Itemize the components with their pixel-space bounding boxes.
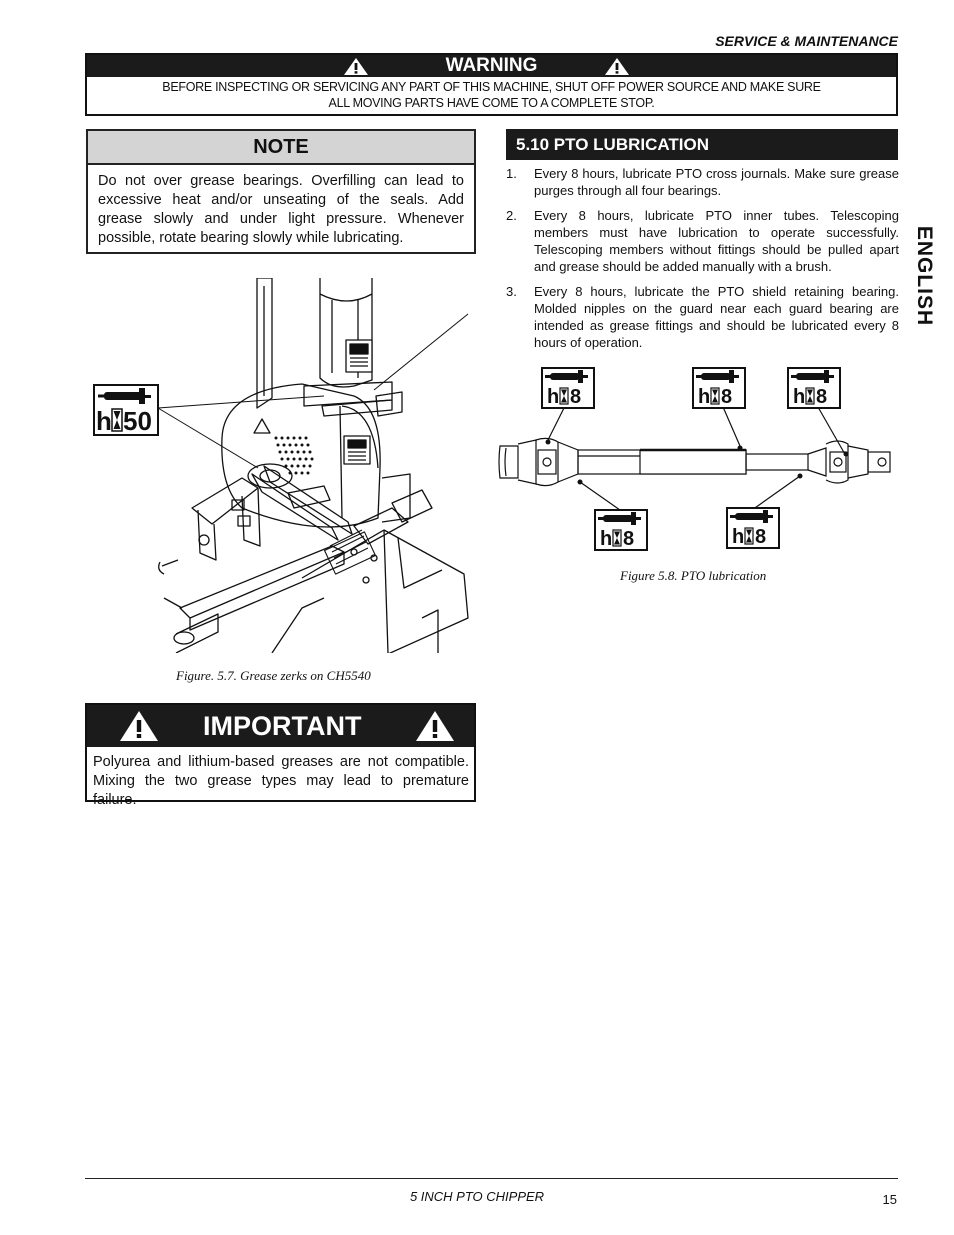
lube-interval-label [94, 385, 158, 436]
page-number: 15 [882, 1192, 897, 1207]
step-item [506, 207, 899, 275]
warning-line-2: ALL MOVING PARTS HAVE COME TO A COMPLETE STOP. [328, 96, 655, 110]
important-box [85, 703, 476, 808]
lube-label-h: h [600, 528, 613, 550]
lube-interval-label [727, 508, 779, 548]
lube-label-number: 8 [755, 526, 767, 548]
hourglass-icon [613, 530, 621, 546]
lube-interval-label [788, 368, 840, 408]
step-number: 2. [506, 208, 517, 223]
important-text: Polyurea and lithium-based greases are not compatible. Mixing the two grease types may lead to premature failure. [93, 754, 469, 808]
lube-interval-label [595, 510, 647, 550]
lube-label-number: 8 [570, 386, 582, 408]
hourglass-icon [112, 409, 122, 431]
warning-text [87, 77, 896, 111]
warning-line-1: BEFORE INSPECTING OR SERVICING ANY PART OF THIS MACHINE, SHUT OFF POWER SOURCE AND MAKE SURE [162, 80, 821, 94]
lube-label-number: 50 [123, 406, 152, 436]
hourglass-icon [711, 388, 719, 404]
lube-label-number: 8 [623, 528, 635, 550]
important-bar [87, 705, 474, 747]
lube-label-h: h [732, 526, 745, 548]
figure-5-8-caption: Figure 5.8. PTO lubrication [620, 568, 767, 583]
step-text: Every 8 hours, lubricate the PTO shield retaining bearing. Molded nipples on the guard near each guard bearing are intended as grease fittings and should be lubricated every 8 hours of operation. [534, 284, 899, 350]
step-number: 3. [506, 284, 517, 299]
note-box [86, 129, 476, 254]
language-tab [906, 222, 942, 330]
step-number: 1. [506, 166, 517, 181]
step-item [506, 283, 899, 351]
lube-label-h: h [698, 386, 711, 408]
lube-label-number: 8 [721, 386, 733, 408]
lube-label-h: h [547, 386, 560, 408]
hourglass-icon [560, 388, 568, 404]
warning-title: WARNING [445, 55, 538, 76]
warning-triangle-icon [119, 710, 159, 742]
warning-triangle-icon [415, 710, 455, 742]
lube-label-h: h [96, 406, 112, 436]
note-title: NOTE [88, 131, 474, 165]
language-tab-label: ENGLISH [913, 225, 936, 327]
warning-triangle-icon [604, 57, 630, 76]
running-header: SERVICE & MAINTENANCE [715, 33, 898, 49]
lube-interval-label [542, 368, 594, 408]
step-text: Every 8 hours, lubricate PTO cross journals. Make sure grease purges through all four bearings. [534, 166, 899, 198]
pto-shaft-lubrication-illustration [496, 366, 900, 552]
chipper-grease-zerks-illustration [92, 278, 472, 653]
hourglass-icon [806, 388, 814, 404]
section-title: 5.10 PTO LUBRICATION [506, 129, 898, 160]
footer-rule [85, 1178, 898, 1179]
hourglass-icon [745, 528, 753, 544]
step-list [506, 165, 899, 359]
step-text: Every 8 hours, lubricate PTO inner tubes. Telescoping members must have lubrication to operate successfully. Telescoping members without fittings should be pulled apart and grease should be added manually with a brush. [534, 208, 899, 274]
lube-interval-label [693, 368, 745, 408]
step-item [506, 165, 899, 199]
figure-5-7-caption: Figure. 5.7. Grease zerks on CH5540 [176, 668, 371, 683]
warning-box [85, 53, 898, 116]
lube-label-h: h [793, 386, 806, 408]
lube-label-number: 8 [816, 386, 828, 408]
warning-bar [87, 55, 896, 77]
important-title: IMPORTANT [203, 711, 362, 741]
note-text: Do not over grease bearings. Overfilling can lead to excessive heat and/or unseating of the seals. Add grease slowly and under light pressure. Whenever possible, rotate bearing slowly while lubricating. [98, 173, 464, 246]
footer-title: 5 INCH PTO CHIPPER [409, 1189, 545, 1204]
